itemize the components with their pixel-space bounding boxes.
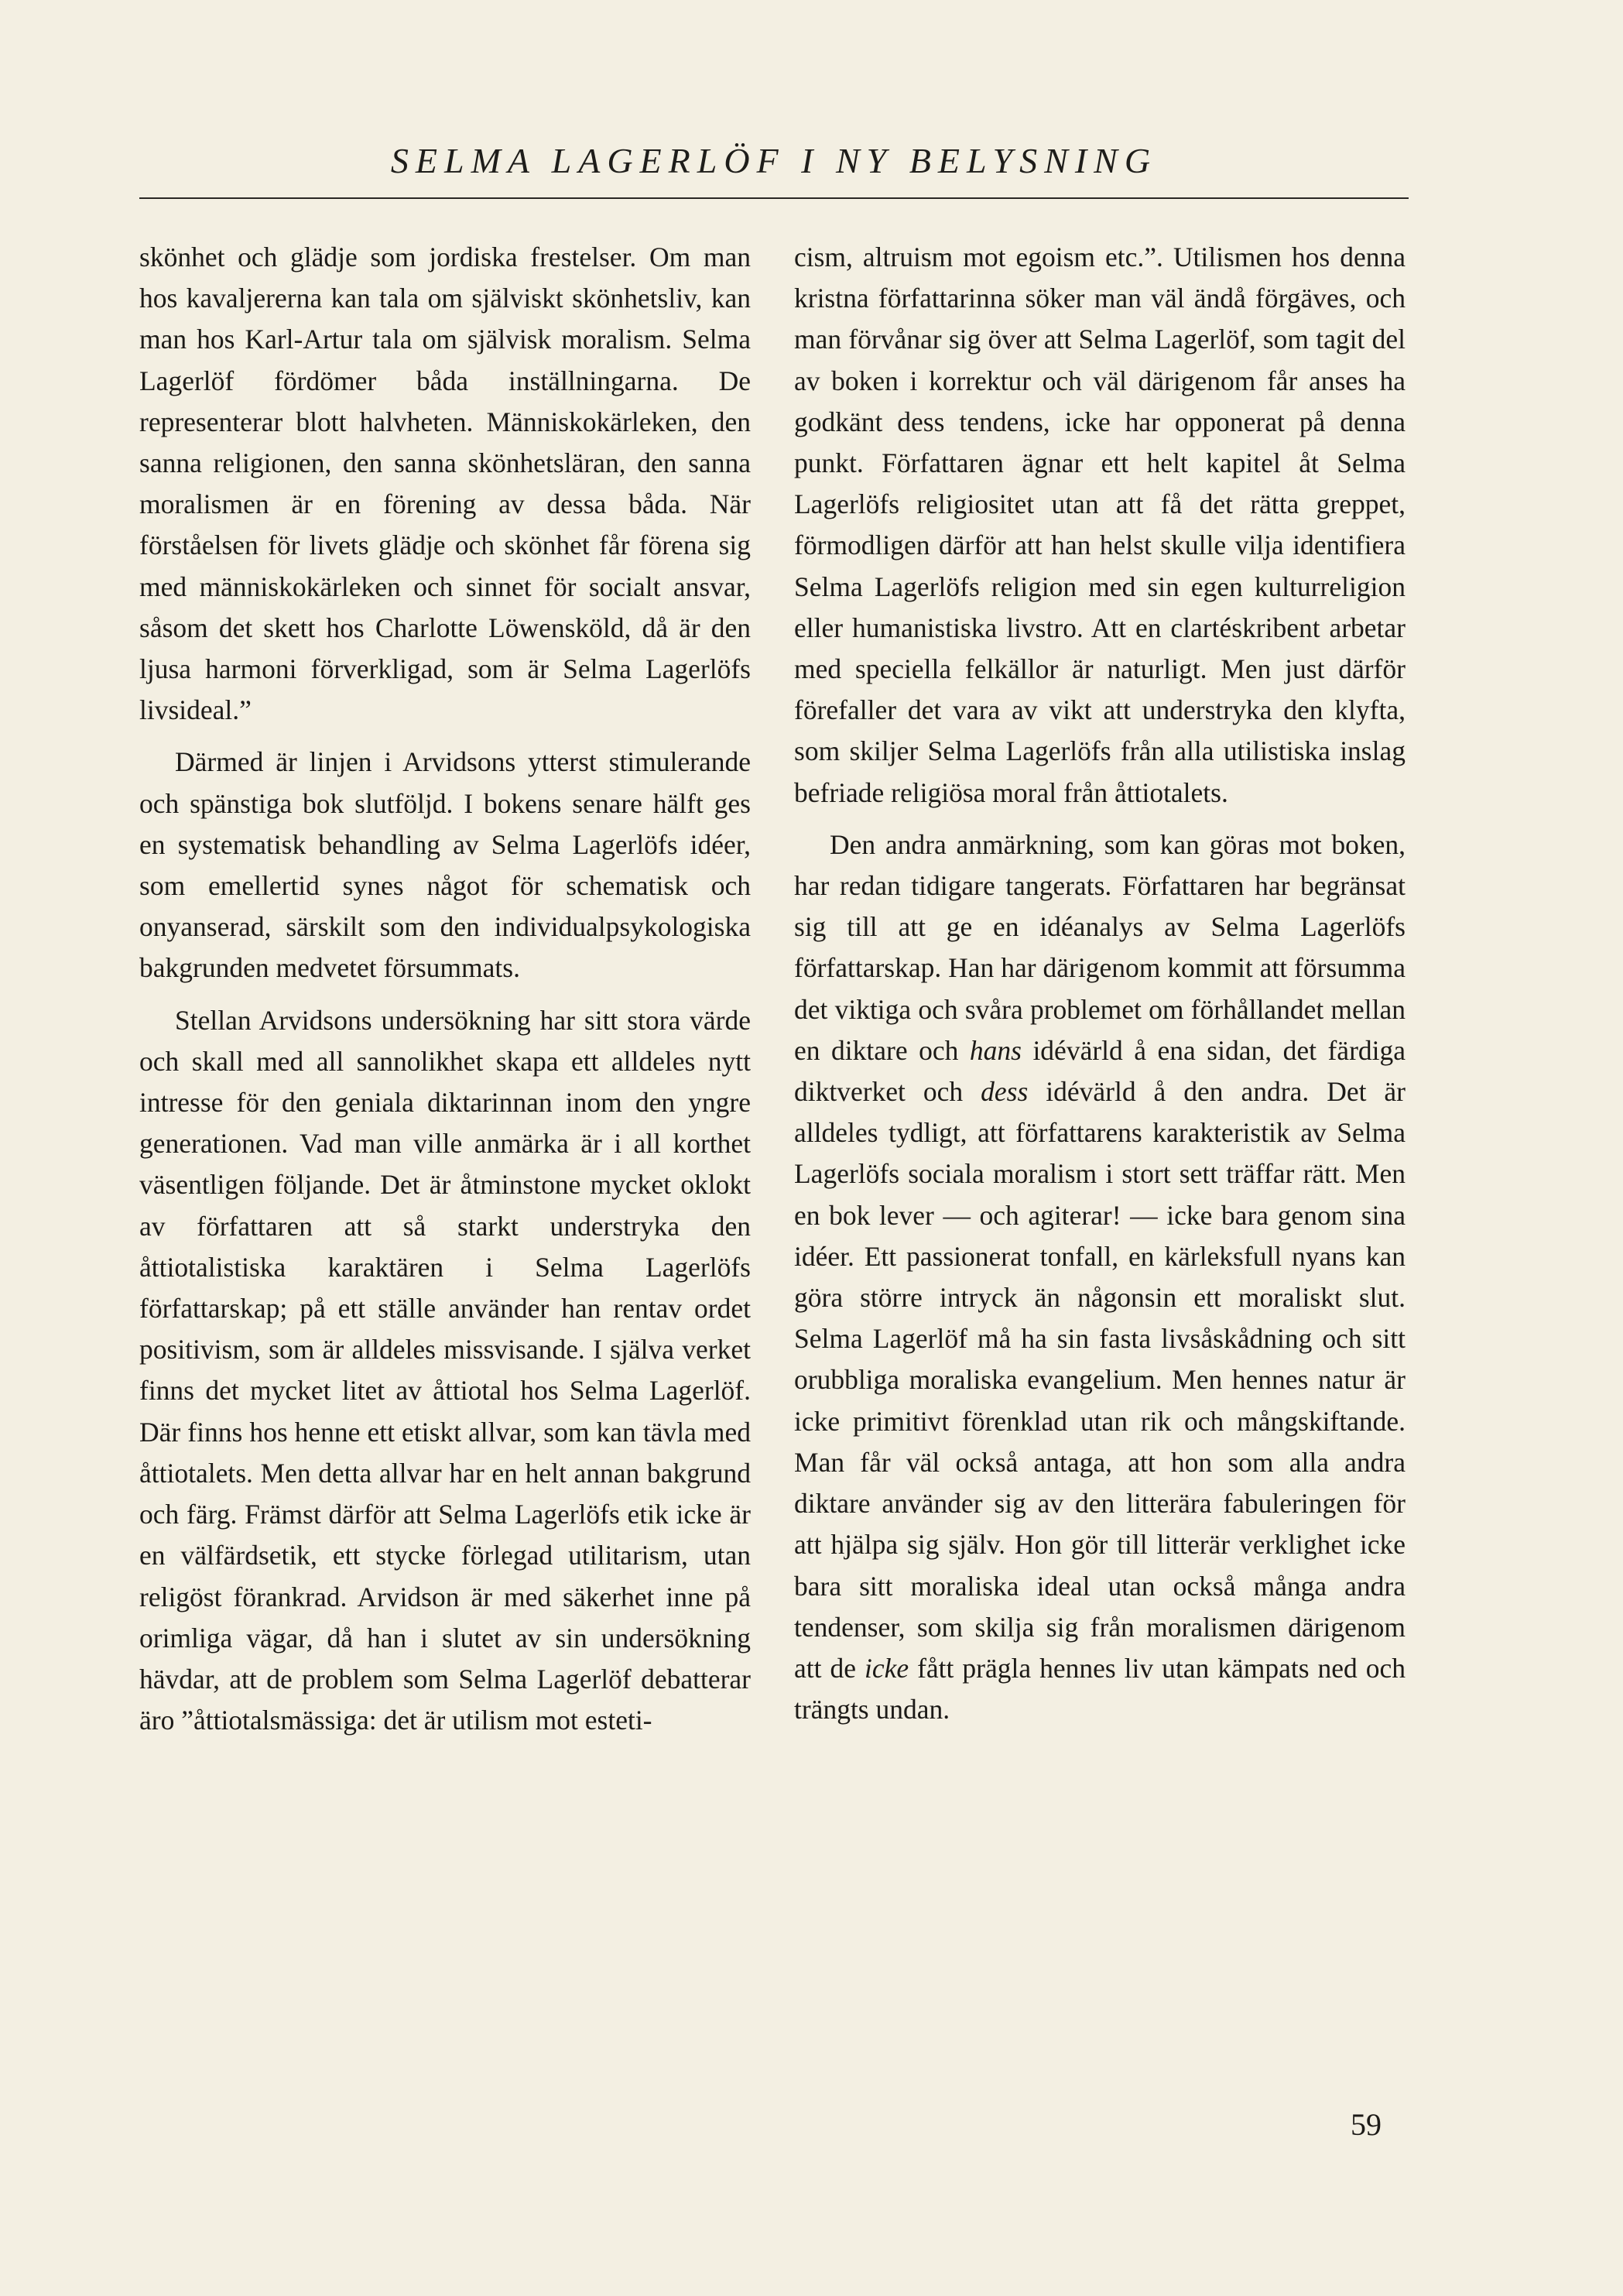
- running-header: SELMA LAGERLÖF I NY BELYSNING: [390, 141, 1158, 180]
- right-column: [794, 237, 1406, 1730]
- left-paragraph-3: Stellan Arvidsons undersökning har sitt stora värde och skall med all sannolikhet skapa ett alldeles nytt intresse för den geniala diktarinnan inom den yngre generationen. Vad man ville anmärka är i all korthet väsentligen följande. Det är åtminstone mycket oklokt av författaren att så starkt understryka den åttiotalistiska karaktären i Selma Lagerlöfs författarskap; på ett ställe använder han rentav ordet positivism, som är alldeles missvisande. I själva verket finns det mycket litet av åttiotal hos Selma Lagerlöf. Där finns hos henne ett etiskt allvar, som kan tävla med åttiotalets. Men detta allvar har en helt annan bakgrund och färg. Främst därför att Selma Lagerlöfs etik icke är en välfärdsetik, ett stycke förlegad utilitarism, utan religöst förankrad. Arvidson är med säkerhet inne på orimliga vägar, då han i slutet av sin undersökning hävdar, att de problem som Selma Lagerlöf debatterar äro ”åttiotalsmässiga: det är utilism mot esteti-: [139, 1004, 751, 1736]
- right-paragraph-1: cism, altruism mot egoism etc.”. Utilismen hos denna kristna författarinna söker man väl ändå förgäves, och man förvånar sig över att Selma Lagerlöf, som tagit del av boken i korrektur och väl därigenom får anses ha godkänt dess tendens, icke har opponerat på denna punkt. Författaren ägnar ett helt kapitel åt Selma Lagerlöfs religiositet utan att få det rätta greppet, förmodligen därför att han helst skulle vilja identifiera Selma Lagerlöfs religion med sin egen kulturreligion eller humanistiska livstro. Att en clartéskribent arbetar med speciella felkällor är naturligt. Men just därför förefaller det vara av vikt att understryka den klyfta, som skiljer Selma Lagerlöfs från alla utilistiska inslag befriade religiösa moral från åttiotalets.: [794, 242, 1406, 808]
- paragraph-text: idévärld å den andra. Det är alldeles tydligt, att författarens karakteristik av Selma Lagerlöfs sociala moralism i stort sett träffar rätt. Men en bok lever — och agiterar! — icke bara genom sina idéer. Ett passionerat tonfall, en kärleksfull nyans kan göra större intryck än någonsin ett moraliskt slut. Selma Lagerlöf må ha sin fasta livsåskådning och sitt orubbliga moraliska evangelium. Men hennes natur är icke primitivt förenklad utan rik och mångskiftande. Man får väl också antaga, att hon som alla andra diktare använder sig av den litterära fabuleringen för att hjälpa sig själv. Hon gör till litterär verklighet icke bara sitt moraliska ideal utan också många andra tendenser, som skilja sig från moralismen därigenom att de: [794, 1076, 1406, 1684]
- paragraph-text: fått prägla hennes liv utan kämpats ned och trängts undan.: [794, 1652, 1406, 1725]
- emphasis-hans: hans: [969, 1034, 1022, 1066]
- right-paragraph-2: [794, 824, 1406, 1730]
- left-column: [139, 237, 751, 1741]
- page-number: 59: [1351, 2107, 1382, 2142]
- left-paragraph-1: skönhet och glädje som jordiska frestelser. Om man hos kavaljererna kan tala om själviskt skönhetsliv, kan man hos Karl-Artur tala om självisk moralism. Selma Lagerlöf fördömer båda inställningarna. De representerar blott halvheten. Människokärleken, den sanna religionen, den sanna skönhetsläran, den sanna moralismen är en förening av dessa båda. När förståelsen för livets glädje och skönhet får förena sig med människokärleken och sinnet för socialt ansvar, såsom det skett hos Charlotte Löwensköld, då är den ljusa harmoni förverkligad, som är Selma Lagerlöfs livsideal.”: [139, 242, 751, 726]
- emphasis-icke: icke: [864, 1652, 909, 1684]
- left-paragraph-2: Därmed är linjen i Arvidsons ytterst stimulerande och spänstiga bok slutföljd. I bokens senare hälft ges en systematisk behandling av Selma Lagerlöfs idéer, som emellertid synes något för schematisk och onyanserad, särskilt som den individualpsykologiska bakgrunden medvetet försummats.: [139, 746, 751, 984]
- paragraph-text: Den andra anmärkning, som kan göras mot boken, har redan tidigare tangerats. Författaren har begränsat sig till att ge en idéanalys av Selma Lagerlöfs författarskap. Han har därigenom kommit att försumma det viktiga och svåra problemet om förhållandet mellan en diktare och: [794, 828, 1406, 1066]
- paragraph-text: idévärld å ena sidan, det färdiga diktverket och: [794, 1034, 1406, 1108]
- emphasis-dess: dess: [981, 1076, 1029, 1108]
- header-rule: [139, 197, 1409, 199]
